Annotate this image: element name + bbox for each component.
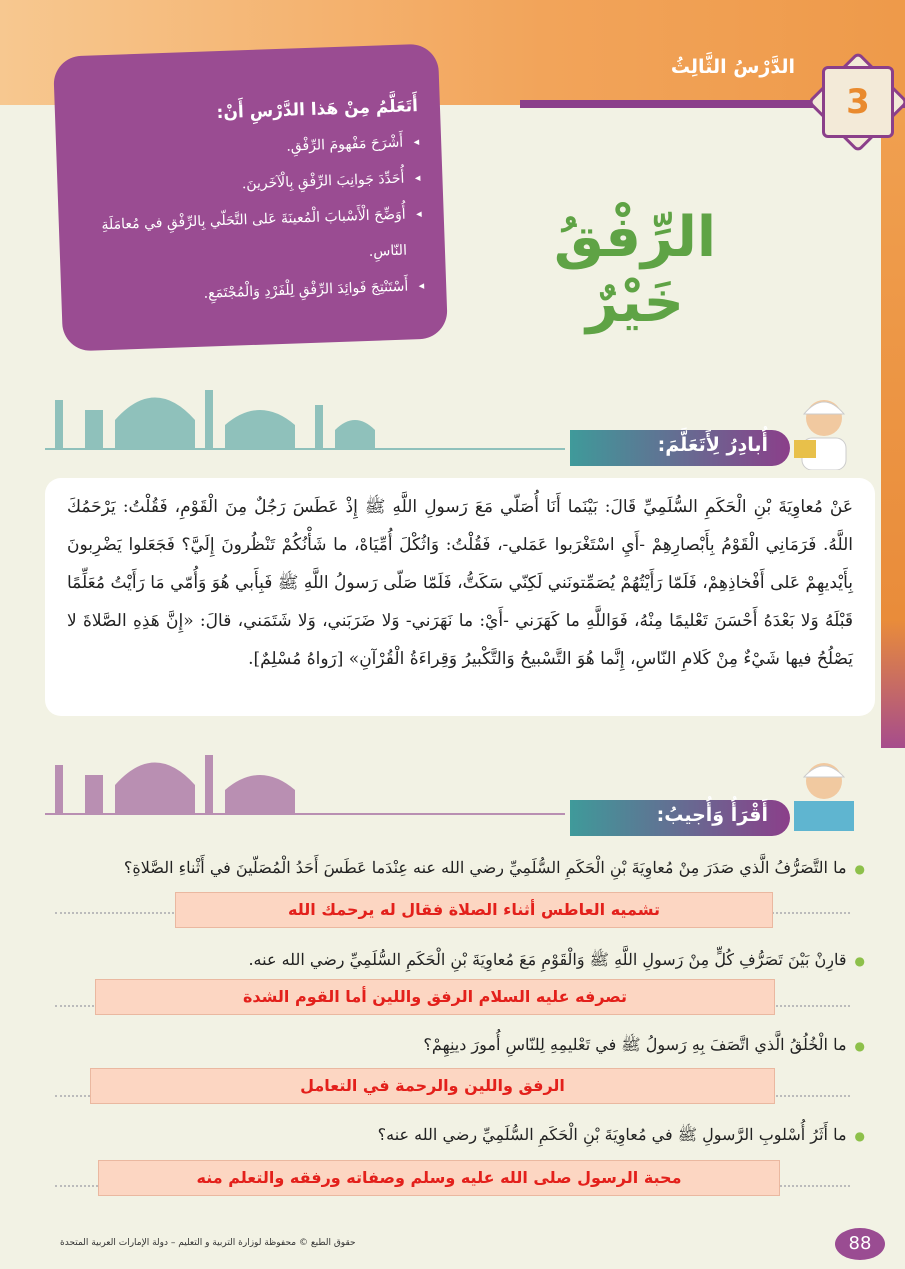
student-reading-icon (790, 390, 858, 470)
question-2: ● قارِنْ بَيْنَ تَصَرُّفِ كُلٍّ مِنْ رَسولِ اللَّهِ ﷺ وَالْقَوْمِ مَعَ مُعاوِيَةَ بْنِ الْحَكَمِ السُّلَمِيِّ رضي الله عنه. (40, 950, 865, 973)
lesson-label: الدَّرْسُ الثَّالِثُ (670, 56, 795, 78)
objectives-title: أَتَعَلَّمُ مِنْ هَذا الدَّرْسِ أَنْ: (216, 96, 419, 124)
answer-4[interactable]: محبة الرسول صلى الله عليه وسلم وصفاته ورفقه والتعلم منه (98, 1160, 780, 1196)
answer-1[interactable]: تشميه العاطس أثناء الصلاة فقال له يرحمك الله (175, 892, 773, 928)
hadith-text: عَنْ مُعاوِيَةَ بْنِ الْحَكَمِ السُّلَمِيِّ قَالَ: بَيْنَما أَنَا أُصَلّي مَعَ رَسولِ اللَّهِ ﷺ إِذْ عَطَسَ رَجُلٌ مِنَ الْقَوْمِ، فَقُلْتُ: يَرْحَمُكَ اللَّهُ. فَرَمَانِي الْقَوْمُ بِأَبْصارِهِمْ -أَيِ اسْتَغْرَبوا عَمَلي-، فَقُلْتُ: وَاثُكْلَ أُمِّيَاهْ، ما شَأْنُكُمْ تَنْظُرونَ إِلَيَّ؟ فَجَعَلوا يَضْرِبونَ بِأَيْديهِمْ عَلى أَفْخاذِهِمْ، فَلَمّا رَأَيْتُهُمْ يُصَمِّتونَني لَكِنّي سَكَتُّ، فَلَمّا صَلّى رَسولُ اللَّهِ ﷺ فَبِأَبي هُوَ وَأُمّي مَا رَأَيْتُ مُعَلِّمًا قَبْلَهُ وَلا بَعْدَهُ أَحْسَنَ تَعْليمًا مِنْهُ، فَوَاللَّهِ ما كَهَرَني -أَيْ: ما نَهَرَني- وَلا ضَرَبَني، وَلا شَتَمَني، قالَ: «إِنَّ هَذِهِ الصَّلاةَ لا يَصْلُحُ فيها شَيْءٌ مِنْ كَلامِ النّاسِ، إِنَّما هُوَ التَّسْبيحُ وَالتَّكْبيرُ وَقِراءَةُ الْقُرْآنِ» [رَواهُ مُسْلِمٌ]. (45, 478, 875, 716)
objective-item: ◂ أَشْرَحَ مَفْهومَ الرِّفْقِ. (76, 124, 420, 172)
answer-3[interactable]: الرفق واللين والرحمة في التعامل (90, 1068, 775, 1104)
copyright-footer: حقوق الطبع © محفوظة لوزارة التربية و التعليم – دولة الإمارات العربية المتحدة (60, 1238, 356, 1248)
question-4: ● ما أَثَرُ أُسْلوبِ الرَّسولِ ﷺ في مُعاوِيَةَ بْنِ الْحَكَمِ السُّلَمِيِّ رضي الله عنه؟ (40, 1125, 865, 1148)
page-number: 88 (835, 1228, 885, 1260)
section-header-initiate: أُبادِرُ لِأَتَعَلَّمَ: (570, 430, 790, 466)
mosque-silhouette-icon (45, 735, 565, 815)
lesson-number: 3 (846, 82, 870, 122)
objective-item: ◂ أَسْتَنْتِجَ فَوائِدَ الرِّفْقِ لِلْفَرْدِ وَالْمُجْتَمَعِ. (81, 268, 425, 316)
side-strip (881, 108, 905, 748)
question-1: ● ما التَّصَرُّفُ الَّذي صَدَرَ مِنْ مُعاوِيَةَ بْنِ الْحَكَمِ السُّلَمِيِّ رضي الله عنه عِنْدَما عَطَسَ أَحَدُ الْمُصَلّينَ في أَثْناءِ الصَّلاةِ؟ (40, 858, 865, 877)
objectives-box (53, 43, 448, 351)
lesson-title: الرِّفْقُ خَيْرٌ (553, 205, 717, 335)
mosque-silhouette-icon (45, 370, 565, 450)
objective-item: ◂ أُوَضِّحَ الْأَسْبابَ الْمُعينَةَ عَلى التَّحَلّي بِالرِّفْقِ في مُعامَلَةِ النّاسِ. (78, 196, 423, 280)
section-header-read-answer: أَقْرَأُ وَأُجيبُ: (570, 800, 790, 836)
objective-item: ◂ أُحَدِّدَ جَوانِبَ الرِّفْقِ بِالْآخَرينَ. (77, 160, 421, 208)
student-book-icon (790, 755, 858, 835)
answer-2[interactable]: تصرفه عليه السلام الرفق واللين أما القوم الشدة (95, 979, 775, 1015)
question-3: ● ما الْخُلُقُ الَّذي اتَّصَفَ بِهِ رَسولُ ﷺ في تَعْليمِهِ لِلنّاسِ أُمورَ دينِهِمْ؟ (40, 1035, 865, 1058)
